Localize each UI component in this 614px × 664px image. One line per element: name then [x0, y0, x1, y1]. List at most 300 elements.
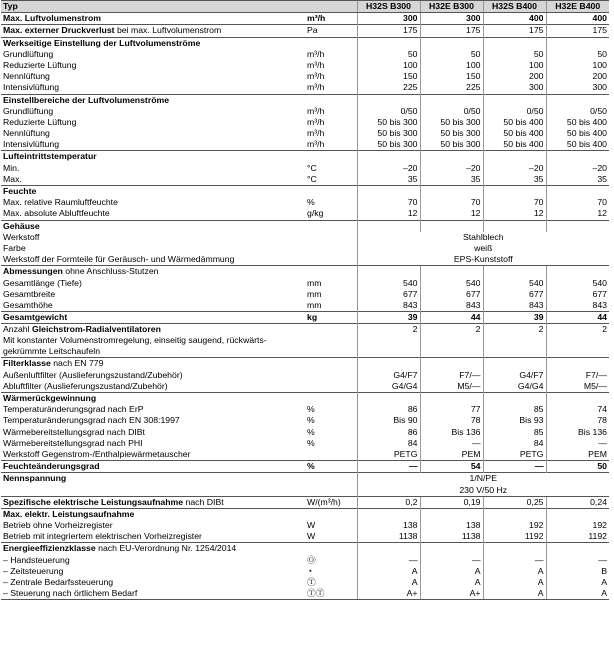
- value-cell: [357, 358, 420, 370]
- value-cell: 44: [546, 312, 609, 324]
- value-cell: [483, 151, 546, 163]
- value-cell: —: [357, 555, 420, 566]
- row-label: Intensivlüftung: [3, 139, 60, 150]
- value-cell: 175: [357, 25, 420, 37]
- unit: m³/h: [307, 128, 325, 139]
- value-cell: 50 bis 400: [546, 117, 609, 128]
- value-cell: —: [357, 461, 420, 473]
- row-label: Gesamtlänge (Tiefe): [3, 277, 82, 288]
- table-row: [1, 449, 609, 461]
- value-cell: [483, 393, 546, 405]
- table-row: [1, 566, 609, 577]
- unit: [304, 358, 357, 370]
- control-symbol-icon: ⓉⓉ: [304, 588, 357, 600]
- row-label: Werkseitige Einstellung der Luftvolumenströme: [1, 37, 304, 49]
- value-cell: 100: [420, 60, 483, 71]
- value-cell: 70: [483, 197, 546, 208]
- label-text: nach EN 779: [50, 358, 104, 369]
- unit: °C: [307, 162, 317, 173]
- value-cell: —: [483, 461, 546, 473]
- value-cell: 138: [420, 520, 483, 531]
- value-cell: [546, 37, 609, 49]
- value-cell: 0/50: [357, 106, 420, 117]
- unit: %: [307, 197, 315, 208]
- label-text: nach DIBt: [183, 496, 224, 507]
- unit: W/(m³/h): [304, 496, 357, 508]
- value-cell: [546, 186, 609, 198]
- table-row: [1, 232, 609, 243]
- unit: [304, 393, 357, 405]
- row-label: Grundlüftung: [3, 48, 54, 59]
- unit: mm: [307, 299, 322, 310]
- unit: °C: [307, 173, 317, 184]
- value-cell: PETG: [357, 449, 420, 461]
- table-row: [1, 496, 609, 508]
- value-cell: 2: [546, 324, 609, 336]
- table-row: [1, 106, 609, 117]
- value-cell: F7/—: [420, 370, 483, 381]
- table-row: [1, 60, 609, 71]
- table-row: [1, 208, 609, 220]
- value-cell: 843: [483, 300, 546, 312]
- value-cell: 39: [483, 312, 546, 324]
- table-row: [1, 461, 609, 473]
- value-cell: [483, 543, 546, 555]
- value-cell: [546, 508, 609, 520]
- value-cell: [420, 220, 483, 232]
- value-cell: 50 bis 300: [420, 128, 483, 139]
- value-cell: 35: [420, 174, 483, 186]
- row-label: Wärmebereitstellungsgrad nach PHI: [3, 437, 143, 448]
- value-cell: —: [420, 438, 483, 449]
- row-label: Lufteintrittstemperatur: [1, 151, 304, 163]
- value-cell: [420, 266, 483, 278]
- value-cell: 12: [420, 208, 483, 220]
- table-row: [1, 520, 609, 531]
- row-label: Max. relative Raumluftfeuchte: [3, 197, 118, 208]
- label-text: ohne Anschluss-Stutzen: [62, 266, 159, 277]
- table-row: [1, 13, 609, 25]
- label-bold: Gleichstrom-Radialventilatoren: [31, 324, 161, 335]
- row-label: Intensivlüftung: [3, 82, 60, 93]
- row-label: – Zeitsteuerung: [3, 565, 64, 576]
- unit: [304, 220, 357, 232]
- control-symbol-icon: Ⓞ: [307, 554, 316, 565]
- value-cell: [357, 94, 420, 106]
- table-row: [1, 577, 609, 588]
- value-cell: 50 bis 400: [546, 139, 609, 151]
- row-label: Einstellbereiche der Luftvolumenströme: [1, 94, 304, 106]
- value-cell: 50 bis 400: [483, 128, 546, 139]
- value-cell: 1192: [546, 531, 609, 543]
- label-bold: Energieeffizienzklasse: [3, 543, 96, 554]
- value-cell: B: [546, 566, 609, 577]
- row-label: Gesamtgewicht: [1, 312, 304, 324]
- row-label: [1, 266, 304, 278]
- row-label: Max. absolute Abluftfeuchte: [3, 208, 110, 219]
- value-cell: [420, 186, 483, 198]
- unit: [304, 473, 357, 485]
- value-cell: 50: [420, 49, 483, 60]
- value-cell: M5/—: [546, 381, 609, 393]
- value-cell: [546, 358, 609, 370]
- row-label: [1, 485, 304, 497]
- value-cell: 2: [357, 324, 420, 336]
- spec-table: [1, 0, 609, 600]
- value-cell: 50 bis 300: [357, 117, 420, 128]
- value-cell: [483, 94, 546, 106]
- unit: [304, 151, 357, 163]
- value-cell: G4/F7: [357, 370, 420, 381]
- value-cell: 100: [546, 60, 609, 71]
- row-label: Werkstoff Gegenstrom-/Enthalpiewärmetauscher: [3, 448, 191, 459]
- value-cell: 400: [483, 13, 546, 25]
- section-title: [1, 358, 609, 370]
- value-cell: A: [483, 577, 546, 588]
- row-label: Gesamthöhe: [3, 299, 53, 310]
- section-title: [1, 186, 609, 198]
- unit: %: [307, 437, 315, 448]
- label-bold: Abmessungen: [3, 266, 63, 277]
- section-title: [1, 508, 609, 520]
- unit: [304, 324, 357, 336]
- value-cell: [420, 508, 483, 520]
- value-cell: A: [546, 588, 609, 600]
- unit: [304, 485, 357, 497]
- table-row: [1, 415, 609, 426]
- value-cell: 175: [483, 25, 546, 37]
- value-cell: [546, 151, 609, 163]
- table-row: [1, 117, 609, 128]
- unit: [304, 94, 357, 106]
- value-cell: 39: [357, 312, 420, 324]
- value-cell: A+: [357, 588, 420, 600]
- value-cell: 1138: [357, 531, 420, 543]
- value-cell: [483, 220, 546, 232]
- table-row: [1, 128, 609, 139]
- unit: m³/h: [307, 116, 325, 127]
- unit: %: [304, 461, 357, 473]
- value-cell: 400: [546, 13, 609, 25]
- unit: [304, 186, 357, 198]
- value-cell: 50 bis 400: [483, 117, 546, 128]
- value-cell: [357, 151, 420, 163]
- table-row: [1, 381, 609, 393]
- value-cell: 50 bis 400: [546, 128, 609, 139]
- table-row: [1, 473, 609, 485]
- value-cell: 225: [420, 82, 483, 94]
- table-row: [1, 555, 609, 566]
- value-cell: 77: [420, 404, 483, 415]
- value-cell: 85: [483, 404, 546, 415]
- value-cell: A: [357, 577, 420, 588]
- value-cell: [420, 543, 483, 555]
- value-cell: 100: [483, 60, 546, 71]
- model-header: H32E B300: [420, 1, 483, 13]
- value-cell: PEM: [420, 449, 483, 461]
- unit: mm: [307, 277, 322, 288]
- value-cell: 35: [546, 174, 609, 186]
- value-cell: F7/—: [546, 370, 609, 381]
- value-cell: —: [420, 555, 483, 566]
- row-label: Nennspannung: [1, 473, 304, 485]
- table-row: [1, 254, 609, 266]
- value-cell: A+: [420, 588, 483, 600]
- unit: [304, 370, 357, 381]
- value-cell: PETG: [483, 449, 546, 461]
- value-cell: 35: [357, 174, 420, 186]
- value-cell: 86: [357, 427, 420, 438]
- row-label: Max. Luftvolumenstrom: [1, 13, 304, 25]
- row-label: Gesamtbreite: [3, 288, 56, 299]
- value-cell: [357, 393, 420, 405]
- unit: W: [307, 531, 316, 542]
- table-row: [1, 289, 609, 300]
- model-header: H32E B400: [546, 1, 609, 13]
- value-cell: A: [420, 577, 483, 588]
- value-cell: —: [546, 438, 609, 449]
- value-cell: 175: [546, 25, 609, 37]
- value-cell: 50 bis 300: [420, 117, 483, 128]
- label-bold: Spezifische elektrische Leistungsaufnahme: [3, 496, 184, 507]
- row-label: Grundlüftung: [3, 105, 54, 116]
- value-cell: 50: [546, 461, 609, 473]
- unit: Pa: [304, 25, 357, 37]
- value-cell: [546, 94, 609, 106]
- value-cell: 70: [420, 197, 483, 208]
- value-cell: 50: [483, 49, 546, 60]
- value-cell: [357, 220, 420, 232]
- unit: m³/h: [307, 59, 325, 70]
- unit: m³/h: [307, 139, 325, 150]
- value-cell: 50 bis 300: [420, 139, 483, 151]
- value-cell: 0,24: [546, 496, 609, 508]
- unit: m³/h: [307, 82, 325, 93]
- table-row: [1, 485, 609, 497]
- value-cell: 50 bis 300: [357, 139, 420, 151]
- value-cell: 100: [357, 60, 420, 71]
- unit: m³/h: [304, 13, 357, 25]
- value-cell: —: [483, 555, 546, 566]
- header-row: [1, 1, 609, 13]
- row-label: Betrieb ohne Vorheizregister: [3, 520, 113, 531]
- row-label: Nennlüftung: [3, 128, 50, 139]
- row-label: [1, 25, 304, 37]
- label-text: bei max. Luftvolumenstrom: [114, 25, 222, 36]
- value-cell: 300: [546, 82, 609, 94]
- row-label: Werkstoff der Formteile für Geräusch- und Wärmedämmung: [3, 254, 235, 265]
- value-cell: [483, 37, 546, 49]
- unit: [304, 243, 357, 254]
- unit: m³/h: [307, 71, 325, 82]
- value-cell: 540: [420, 278, 483, 289]
- table-row: [1, 49, 609, 60]
- unit: %: [307, 415, 315, 426]
- unit: [304, 381, 357, 393]
- table-row: [1, 278, 609, 289]
- table-row: [1, 531, 609, 543]
- unit: g/kg: [307, 208, 324, 219]
- row-label: Max. elektr. Leistungsaufnahme: [1, 508, 304, 520]
- table-row: [1, 324, 609, 336]
- value-cell: [483, 508, 546, 520]
- value-cell: 677: [357, 289, 420, 300]
- unit: W: [307, 520, 316, 531]
- value-cell: A: [483, 566, 546, 577]
- value-cell: A: [546, 577, 609, 588]
- value-cell: 50 bis 300: [357, 128, 420, 139]
- value-cell: [357, 37, 420, 49]
- row-label: Typ: [1, 1, 304, 13]
- value-cell: 84: [483, 438, 546, 449]
- value-cell: 12: [546, 208, 609, 220]
- control-symbol-icon: ◔: [307, 565, 313, 576]
- value-cell: 540: [546, 278, 609, 289]
- value-cell: –20: [546, 163, 609, 174]
- table-row: [1, 197, 609, 208]
- label-text: nach EU-Verordnung Nr. 1254/2014: [95, 543, 237, 554]
- value-cell: 35: [483, 174, 546, 186]
- value-cell: [483, 266, 546, 278]
- value-cell: [420, 393, 483, 405]
- value-cell: [357, 543, 420, 555]
- value-cell: 70: [546, 197, 609, 208]
- model-header: H32S B400: [483, 1, 546, 13]
- value-cell: 84: [357, 438, 420, 449]
- value-cell: 225: [357, 82, 420, 94]
- table-row: [1, 82, 609, 94]
- row-label: Min.: [3, 162, 20, 173]
- unit: [304, 232, 357, 243]
- value-cell: 843: [420, 300, 483, 312]
- label-bold: Max. externer Druckverlust: [3, 25, 115, 36]
- value-span: 1/N/PE: [357, 473, 609, 485]
- value-cell: 0,25: [483, 496, 546, 508]
- value-cell: 12: [357, 208, 420, 220]
- table-row: [1, 427, 609, 438]
- unit: m³/h: [307, 48, 325, 59]
- row-label: – Handsteuerung: [3, 554, 70, 565]
- value-cell: 1138: [420, 531, 483, 543]
- value-cell: [483, 186, 546, 198]
- value-span: Stahlblech: [357, 232, 609, 243]
- section-title: [1, 37, 609, 49]
- value-cell: 54: [420, 461, 483, 473]
- value-cell: 192: [483, 520, 546, 531]
- value-cell: [546, 220, 609, 232]
- value-cell: –20: [420, 163, 483, 174]
- table-row: [1, 71, 609, 82]
- value-cell: Bis 93: [483, 415, 546, 426]
- row-label: Außenluftfilter (Auslieferungszustand/Zubehör): [3, 369, 183, 380]
- value-cell: 0,19: [420, 496, 483, 508]
- value-cell: [357, 335, 420, 358]
- value-cell: A: [357, 566, 420, 577]
- value-cell: PEM: [546, 449, 609, 461]
- value-cell: 677: [420, 289, 483, 300]
- value-span: weiß: [357, 243, 609, 254]
- row-label: Temperaturänderungsgrad nach ErP: [3, 404, 144, 415]
- table-row: [1, 335, 609, 358]
- value-cell: 2: [420, 324, 483, 336]
- row-label: Wärmebereitstellungsgrad nach DIBt: [3, 426, 145, 437]
- value-cell: 70: [357, 197, 420, 208]
- value-cell: 138: [357, 520, 420, 531]
- value-cell: 50: [546, 49, 609, 60]
- section-title: [1, 94, 609, 106]
- value-cell: [420, 94, 483, 106]
- value-cell: 78: [420, 415, 483, 426]
- value-cell: [420, 335, 483, 358]
- table-row: [1, 25, 609, 37]
- row-label: Gehäuse: [1, 220, 304, 232]
- unit: [304, 449, 357, 461]
- label-bold: Filterklasse: [3, 358, 51, 369]
- value-cell: [420, 151, 483, 163]
- value-cell: [420, 358, 483, 370]
- value-cell: [357, 186, 420, 198]
- table-row: [1, 139, 609, 151]
- unit: [304, 37, 357, 49]
- row-label: Nennlüftung: [3, 71, 50, 82]
- value-cell: 300: [357, 13, 420, 25]
- value-cell: 78: [546, 415, 609, 426]
- unit: [304, 254, 357, 266]
- value-cell: —: [546, 555, 609, 566]
- row-label: – Steuerung nach örtlichem Bedarf: [1, 588, 304, 600]
- value-cell: 50 bis 400: [483, 139, 546, 151]
- value-cell: 540: [357, 278, 420, 289]
- value-cell: 2: [483, 324, 546, 336]
- row-label: [1, 324, 304, 336]
- value-cell: 44: [420, 312, 483, 324]
- unit: [304, 543, 357, 555]
- unit: kg: [304, 312, 357, 324]
- row-label: [1, 543, 304, 555]
- unit: %: [307, 426, 315, 437]
- value-cell: [546, 393, 609, 405]
- value-cell: 0/50: [546, 106, 609, 117]
- value-cell: G4/G4: [483, 381, 546, 393]
- value-cell: Bis 136: [420, 427, 483, 438]
- value-cell: [546, 543, 609, 555]
- section-title: [1, 151, 609, 163]
- value-cell: [546, 335, 609, 358]
- unit: [304, 508, 357, 520]
- value-cell: 0/50: [420, 106, 483, 117]
- value-cell: 175: [420, 25, 483, 37]
- unit: %: [307, 404, 315, 415]
- section-title: [1, 393, 609, 405]
- value-cell: 12: [483, 208, 546, 220]
- value-cell: 0/50: [483, 106, 546, 117]
- label-text: Anzahl: [3, 324, 32, 335]
- value-cell: 150: [420, 71, 483, 82]
- unit: [304, 266, 357, 278]
- value-cell: [483, 335, 546, 358]
- row-label: Feuchteänderungsgrad: [1, 461, 304, 473]
- table-row: [1, 438, 609, 449]
- unit: m³/h: [307, 105, 325, 116]
- model-header: H32S B300: [357, 1, 420, 13]
- table-row: [1, 588, 609, 600]
- value-cell: 200: [546, 71, 609, 82]
- value-cell: 200: [483, 71, 546, 82]
- value-cell: 677: [546, 289, 609, 300]
- unit: [304, 1, 357, 13]
- row-label: Betrieb mit integriertem elektrischen Vorheizregister: [3, 531, 202, 542]
- row-label: Max.: [3, 173, 22, 184]
